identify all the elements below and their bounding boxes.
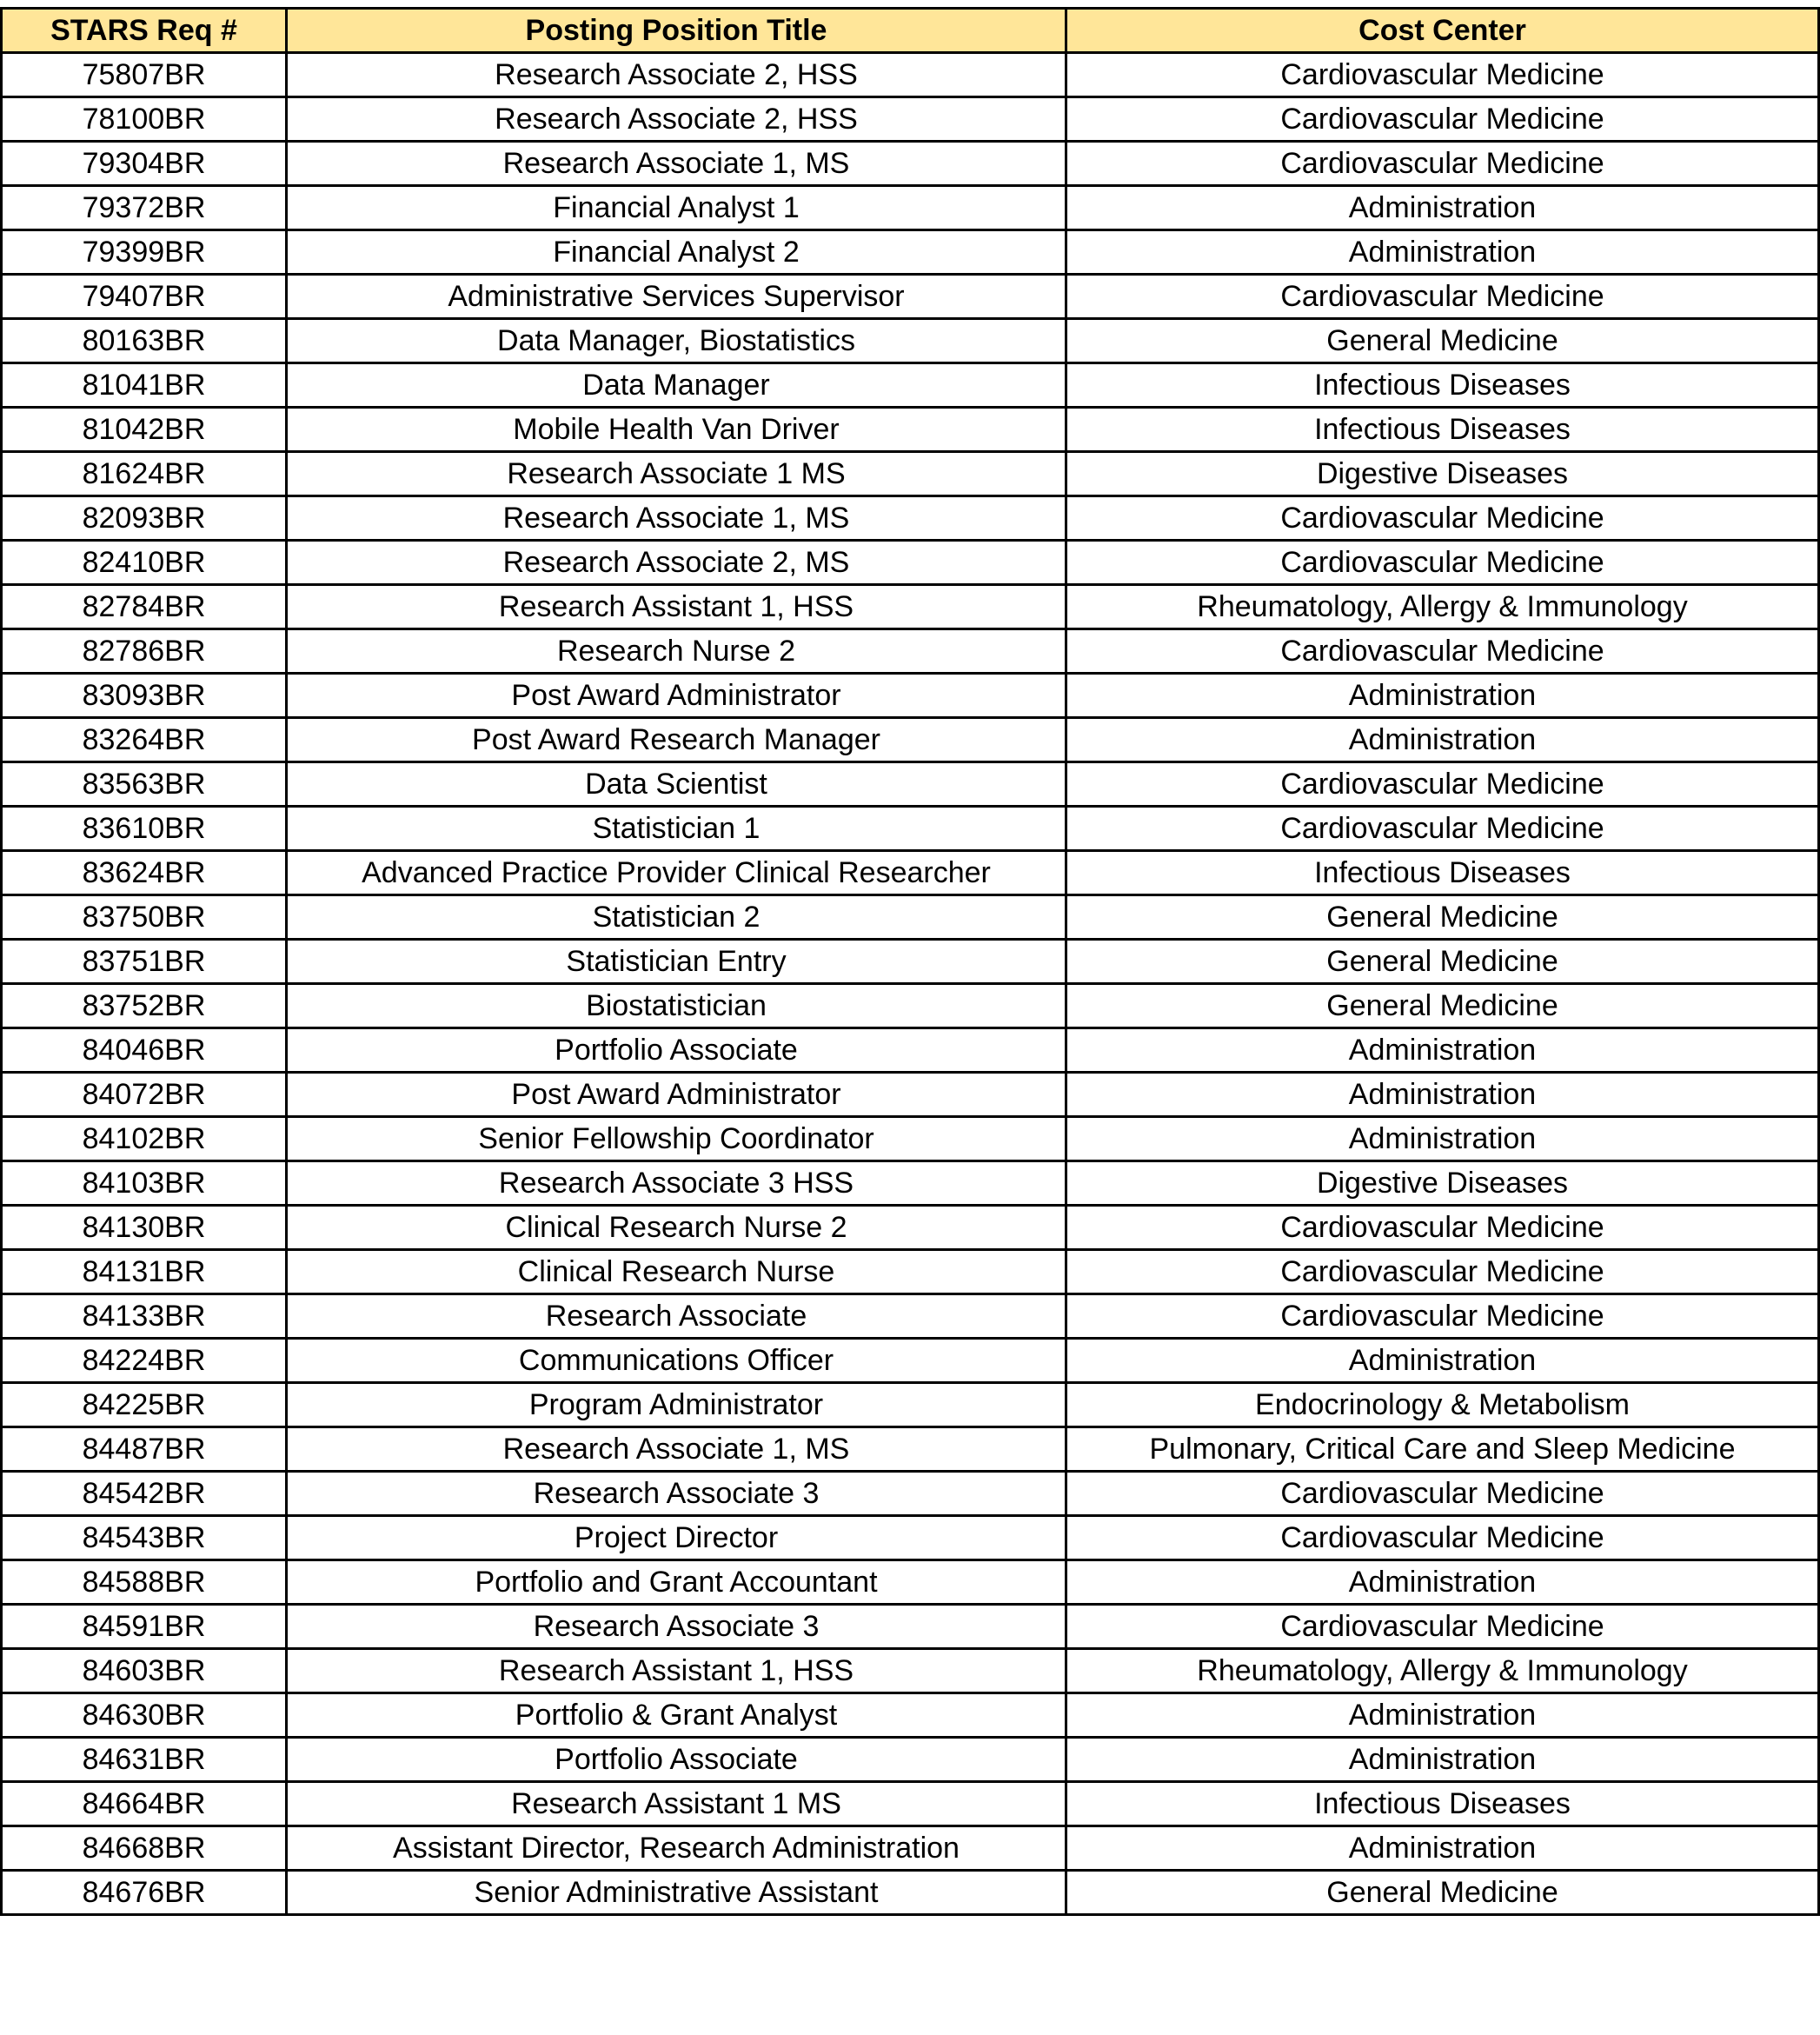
cost-center-cell: Cardiovascular Medicine (1066, 97, 1819, 142)
position-title-cell: Post Award Administrator (287, 674, 1066, 718)
position-title-cell: Research Associate 3 HSS (287, 1161, 1066, 1206)
cost-center-cell: Administration (1066, 1738, 1819, 1782)
position-title-cell: Research Associate 3 (287, 1472, 1066, 1516)
table-row (2, 275, 1819, 319)
position-title-cell: Communications Officer (287, 1339, 1066, 1383)
cost-center-cell: Infectious Diseases (1066, 363, 1819, 408)
table-row (2, 186, 1819, 230)
table-row (2, 142, 1819, 186)
req-cell: 84487BR (2, 1427, 287, 1472)
req-cell: 78100BR (2, 97, 287, 142)
table-row (2, 1161, 1819, 1206)
cost-center-cell: Cardiovascular Medicine (1066, 496, 1819, 541)
cost-center-cell: Cardiovascular Medicine (1066, 1206, 1819, 1250)
position-title-cell: Financial Analyst 1 (287, 186, 1066, 230)
cost-center-cell: General Medicine (1066, 940, 1819, 984)
cost-center-cell: Endocrinology & Metabolism (1066, 1383, 1819, 1427)
req-cell: 84130BR (2, 1206, 287, 1250)
table-row (2, 363, 1819, 408)
req-cell: 84046BR (2, 1028, 287, 1073)
table-row (2, 1206, 1819, 1250)
position-title-cell: Research Nurse 2 (287, 629, 1066, 674)
table-row (2, 718, 1819, 762)
position-title-cell: Program Administrator (287, 1383, 1066, 1427)
req-cell: 79304BR (2, 142, 287, 186)
table-row (2, 1028, 1819, 1073)
table-row (2, 807, 1819, 851)
job-postings-table (0, 7, 1820, 1916)
req-cell: 84102BR (2, 1117, 287, 1161)
table-row (2, 1516, 1819, 1560)
table-body (2, 53, 1819, 1915)
table-row (2, 541, 1819, 585)
req-cell: 84591BR (2, 1605, 287, 1649)
req-cell: 84588BR (2, 1560, 287, 1605)
req-cell: 83264BR (2, 718, 287, 762)
table-row (2, 1383, 1819, 1427)
cost-center-cell: Administration (1066, 1693, 1819, 1738)
position-title-cell: Research Assistant 1 MS (287, 1782, 1066, 1826)
req-cell: 80163BR (2, 319, 287, 363)
cost-center-cell: Administration (1066, 1028, 1819, 1073)
position-title-cell: Research Associate 1, MS (287, 142, 1066, 186)
position-title-cell: Portfolio Associate (287, 1028, 1066, 1073)
table-row (2, 1472, 1819, 1516)
cost-center-cell: Cardiovascular Medicine (1066, 762, 1819, 807)
req-cell: 84224BR (2, 1339, 287, 1383)
cost-center-cell: Infectious Diseases (1066, 408, 1819, 452)
position-title-cell: Administrative Services Supervisor (287, 275, 1066, 319)
position-title-cell: Project Director (287, 1516, 1066, 1560)
table-row (2, 940, 1819, 984)
req-cell: 84664BR (2, 1782, 287, 1826)
req-cell: 82410BR (2, 541, 287, 585)
table-row (2, 585, 1819, 629)
cost-center-cell: Administration (1066, 718, 1819, 762)
header-row (2, 9, 1819, 53)
req-cell: 84131BR (2, 1250, 287, 1294)
cost-center-cell: Infectious Diseases (1066, 1782, 1819, 1826)
position-title-cell: Mobile Health Van Driver (287, 408, 1066, 452)
table-row (2, 762, 1819, 807)
req-cell: 83093BR (2, 674, 287, 718)
cost-center-cell: General Medicine (1066, 319, 1819, 363)
position-title-cell: Data Scientist (287, 762, 1066, 807)
table-row (2, 1605, 1819, 1649)
position-title-cell: Data Manager, Biostatistics (287, 319, 1066, 363)
cost-center-cell: Cardiovascular Medicine (1066, 629, 1819, 674)
position-title-cell: Clinical Research Nurse (287, 1250, 1066, 1294)
cost-center-cell: Cardiovascular Medicine (1066, 275, 1819, 319)
cost-center-cell: Cardiovascular Medicine (1066, 1294, 1819, 1339)
position-title-cell: Research Associate (287, 1294, 1066, 1339)
req-cell: 75807BR (2, 53, 287, 97)
cost-center-cell: Administration (1066, 186, 1819, 230)
req-cell: 84133BR (2, 1294, 287, 1339)
table-row (2, 452, 1819, 496)
table-row (2, 53, 1819, 97)
table-row (2, 1117, 1819, 1161)
table-row (2, 1294, 1819, 1339)
position-title-cell: Research Associate 2, HSS (287, 53, 1066, 97)
cost-center-cell: Administration (1066, 1560, 1819, 1605)
position-title-cell: Portfolio & Grant Analyst (287, 1693, 1066, 1738)
cost-center-cell: Administration (1066, 1826, 1819, 1871)
req-cell: 79372BR (2, 186, 287, 230)
table-row (2, 1427, 1819, 1472)
table-row (2, 1693, 1819, 1738)
req-cell: 82093BR (2, 496, 287, 541)
position-title-cell: Assistant Director, Research Administration (287, 1826, 1066, 1871)
table-row (2, 851, 1819, 895)
cost-center-cell: Cardiovascular Medicine (1066, 1472, 1819, 1516)
req-cell: 83610BR (2, 807, 287, 851)
position-title-cell: Senior Administrative Assistant (287, 1871, 1066, 1915)
table-row (2, 97, 1819, 142)
position-title-cell: Statistician 1 (287, 807, 1066, 851)
position-title-cell: Research Associate 2, HSS (287, 97, 1066, 142)
req-cell: 83624BR (2, 851, 287, 895)
req-cell: 84603BR (2, 1649, 287, 1693)
table-header (2, 9, 1819, 53)
cost-center-cell: Cardiovascular Medicine (1066, 142, 1819, 186)
position-title-cell: Biostatistician (287, 984, 1066, 1028)
req-cell: 83750BR (2, 895, 287, 940)
cost-center-cell: Administration (1066, 230, 1819, 275)
req-cell: 84630BR (2, 1693, 287, 1738)
cost-center-cell: Cardiovascular Medicine (1066, 1516, 1819, 1560)
table-row (2, 1782, 1819, 1826)
cost-center-cell: Rheumatology, Allergy & Immunology (1066, 585, 1819, 629)
req-cell: 84072BR (2, 1073, 287, 1117)
table-row (2, 1649, 1819, 1693)
req-cell: 83751BR (2, 940, 287, 984)
table-row (2, 1250, 1819, 1294)
table-row (2, 629, 1819, 674)
header-stars-req: STARS Req # (2, 9, 287, 53)
cost-center-cell: General Medicine (1066, 895, 1819, 940)
position-title-cell: Advanced Practice Provider Clinical Researcher (287, 851, 1066, 895)
cost-center-cell: Rheumatology, Allergy & Immunology (1066, 1649, 1819, 1693)
table-row (2, 895, 1819, 940)
cost-center-cell: General Medicine (1066, 1871, 1819, 1915)
cost-center-cell: Administration (1066, 674, 1819, 718)
header-posting-position-title: Posting Position Title (287, 9, 1066, 53)
cost-center-cell: Cardiovascular Medicine (1066, 807, 1819, 851)
cost-center-cell: General Medicine (1066, 984, 1819, 1028)
table-row (2, 1560, 1819, 1605)
position-title-cell: Statistician Entry (287, 940, 1066, 984)
table-row (2, 1339, 1819, 1383)
req-cell: 84676BR (2, 1871, 287, 1915)
req-cell: 84668BR (2, 1826, 287, 1871)
cost-center-cell: Administration (1066, 1339, 1819, 1383)
req-cell: 84225BR (2, 1383, 287, 1427)
table-row (2, 1073, 1819, 1117)
cost-center-cell: Administration (1066, 1117, 1819, 1161)
position-title-cell: Senior Fellowship Coordinator (287, 1117, 1066, 1161)
req-cell: 84631BR (2, 1738, 287, 1782)
req-cell: 81041BR (2, 363, 287, 408)
position-title-cell: Data Manager (287, 363, 1066, 408)
req-cell: 84542BR (2, 1472, 287, 1516)
req-cell: 84543BR (2, 1516, 287, 1560)
cost-center-cell: Cardiovascular Medicine (1066, 1250, 1819, 1294)
position-title-cell: Statistician 2 (287, 895, 1066, 940)
position-title-cell: Post Award Research Manager (287, 718, 1066, 762)
table-row (2, 230, 1819, 275)
position-title-cell: Post Award Administrator (287, 1073, 1066, 1117)
req-cell: 82784BR (2, 585, 287, 629)
table-row (2, 1826, 1819, 1871)
req-cell: 83752BR (2, 984, 287, 1028)
table-row (2, 319, 1819, 363)
cost-center-cell: Cardiovascular Medicine (1066, 541, 1819, 585)
req-cell: 81042BR (2, 408, 287, 452)
table-row (2, 674, 1819, 718)
position-title-cell: Clinical Research Nurse 2 (287, 1206, 1066, 1250)
req-cell: 81624BR (2, 452, 287, 496)
cost-center-cell: Digestive Diseases (1066, 1161, 1819, 1206)
table-row (2, 1871, 1819, 1915)
table-row (2, 408, 1819, 452)
table-row (2, 496, 1819, 541)
cost-center-cell: Administration (1066, 1073, 1819, 1117)
table-row (2, 984, 1819, 1028)
position-title-cell: Research Assistant 1, HSS (287, 1649, 1066, 1693)
req-cell: 82786BR (2, 629, 287, 674)
position-title-cell: Portfolio and Grant Accountant (287, 1560, 1066, 1605)
table-row (2, 1738, 1819, 1782)
req-cell: 83563BR (2, 762, 287, 807)
position-title-cell: Research Associate 3 (287, 1605, 1066, 1649)
cost-center-cell: Pulmonary, Critical Care and Sleep Medicine (1066, 1427, 1819, 1472)
position-title-cell: Portfolio Associate (287, 1738, 1066, 1782)
position-title-cell: Research Assistant 1, HSS (287, 585, 1066, 629)
cost-center-cell: Infectious Diseases (1066, 851, 1819, 895)
position-title-cell: Financial Analyst 2 (287, 230, 1066, 275)
cost-center-cell: Cardiovascular Medicine (1066, 53, 1819, 97)
position-title-cell: Research Associate 1, MS (287, 1427, 1066, 1472)
cost-center-cell: Cardiovascular Medicine (1066, 1605, 1819, 1649)
position-title-cell: Research Associate 2, MS (287, 541, 1066, 585)
position-title-cell: Research Associate 1, MS (287, 496, 1066, 541)
cost-center-cell: Digestive Diseases (1066, 452, 1819, 496)
req-cell: 79407BR (2, 275, 287, 319)
header-cost-center: Cost Center (1066, 9, 1819, 53)
position-title-cell: Research Associate 1 MS (287, 452, 1066, 496)
req-cell: 79399BR (2, 230, 287, 275)
req-cell: 84103BR (2, 1161, 287, 1206)
